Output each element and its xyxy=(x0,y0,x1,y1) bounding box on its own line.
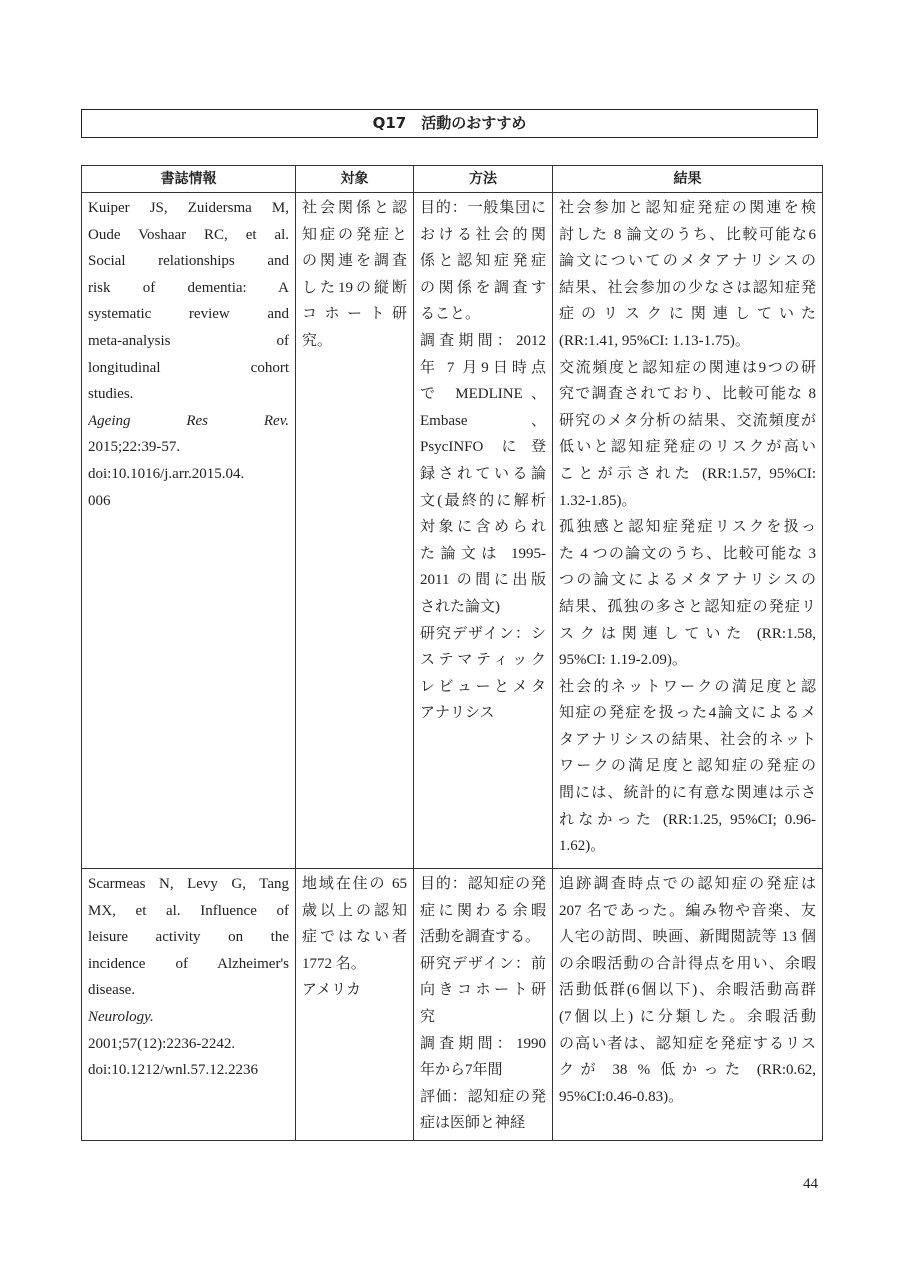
text-line: 1.62)。 xyxy=(559,838,606,855)
journal-name: Neurology. xyxy=(88,1008,154,1025)
evidence-table xyxy=(81,165,823,1141)
paragraph xyxy=(559,195,816,355)
text-line: (7個以上) に分類した。余暇活動 xyxy=(559,1008,816,1025)
text-line: 調査期間：1990 xyxy=(420,1035,546,1052)
text-line: 論文についてのメタアナリシスの xyxy=(559,253,816,270)
cell-methods xyxy=(414,869,553,1141)
text-line: studies. xyxy=(88,386,134,403)
text-line: た論文は 1995- xyxy=(420,545,546,562)
text-line: Scarmeas N, Levy G, Tang xyxy=(88,876,289,892)
text-line: で MEDLINE、 xyxy=(420,386,546,403)
paragraph xyxy=(88,871,289,1004)
text-line: Social relationships and xyxy=(88,253,289,270)
table-header-row xyxy=(82,166,823,193)
section-title: Q17 活動のおすすめ xyxy=(81,109,818,138)
cell-methods xyxy=(414,193,553,869)
text-line: 究 xyxy=(420,1008,436,1025)
text-line: アナリシス xyxy=(420,705,495,722)
text-line: 討した 8 論文のうち、比較可能な6 xyxy=(559,226,816,243)
text-line: クが 38 % 低かった (RR:0.62, xyxy=(559,1062,816,1079)
paragraph xyxy=(559,871,816,1110)
text-line: 症ではない者 xyxy=(302,929,407,946)
text-line: 症に関わる余暇 xyxy=(420,902,546,919)
text-line: 1.32-1.85)。 xyxy=(559,492,637,509)
paragraph xyxy=(559,514,816,674)
cell-citation xyxy=(82,193,296,869)
text-line: 活動を調査する。 xyxy=(420,929,541,946)
text-line: 社会関係と認 xyxy=(302,200,407,216)
paragraph xyxy=(420,951,546,1031)
text-line: incidence of Alzheimer's xyxy=(88,955,289,972)
paragraph xyxy=(420,621,546,727)
text-line: 社会参加と認知症発症の関連を検 xyxy=(559,200,816,216)
text-line: 研究のメタ分析の結果、交流頻度が xyxy=(559,412,816,429)
text-line: 症のリスクに関連していた xyxy=(559,306,816,323)
text-line: 低いと認知症発症のリスクが高い xyxy=(559,439,816,456)
text-line: コホート研 xyxy=(302,306,407,323)
text-line: systematic review and xyxy=(88,306,289,323)
text-line: 006 xyxy=(88,492,111,509)
header-citation: 書誌情報 xyxy=(82,166,296,193)
text-line: ステマティック xyxy=(420,652,546,669)
paragraph xyxy=(88,1004,289,1031)
text-line: れなかった (RR:1.25, 95%CI; 0.96- xyxy=(559,811,816,828)
text-line: Oude Voshaar RC, et al. xyxy=(88,226,289,243)
paragraph xyxy=(88,408,289,461)
text-line: 95%CI:0.46-0.83)。 xyxy=(559,1088,684,1105)
text-line: 知症の発症と xyxy=(302,226,407,243)
text-line: doi:10.1016/j.arr.2015.04. xyxy=(88,465,245,482)
cell-results xyxy=(553,869,823,1141)
paragraph xyxy=(302,871,407,977)
cell-citation xyxy=(82,869,296,1141)
text-line: 調査期間：2012 xyxy=(420,332,546,349)
cell-results xyxy=(553,193,823,869)
text-line: 目的：認知症の発 xyxy=(420,876,546,892)
text-line: 症は医師と神経 xyxy=(420,1115,526,1132)
header-results: 結果 xyxy=(553,166,823,193)
cell-subjects xyxy=(296,869,414,1141)
text-line: 研究デザイン：シ xyxy=(420,625,546,642)
cell-subjects xyxy=(296,193,414,869)
paragraph xyxy=(420,871,546,951)
text-line: Kuiper JS, Zuidersma M, xyxy=(88,200,289,216)
page-number: 44 xyxy=(803,1176,818,1192)
text-line: 係と認知症発症 xyxy=(420,253,546,270)
paragraph xyxy=(88,195,289,408)
text-line: disease. xyxy=(88,982,136,999)
text-line: 交流頻度と認知症の関連は9つの研 xyxy=(559,359,816,376)
text-line: 追跡調査時点での認知症の発症は xyxy=(559,876,816,892)
text-line: の関係を調査す xyxy=(420,279,546,296)
text-line: PsycINFO に登 xyxy=(420,439,546,456)
text-line: の高い者は、認知症を発症するリス xyxy=(559,1035,816,1052)
paragraph xyxy=(88,1031,289,1058)
paragraph xyxy=(420,328,546,621)
paragraph xyxy=(420,1031,546,1084)
text-line: MX, et al. Influence of xyxy=(88,902,289,919)
table-row xyxy=(82,869,823,1141)
text-line: leisure activity on the xyxy=(88,929,289,946)
paragraph xyxy=(302,195,407,355)
text-line: 研究デザイン：前 xyxy=(420,955,546,972)
header-methods: 方法 xyxy=(414,166,553,193)
paragraph xyxy=(420,195,546,328)
paragraph xyxy=(88,461,289,514)
text-line: 評価：認知症の発 xyxy=(420,1088,546,1105)
text-line: つの論文によるメタアナリシスの xyxy=(559,572,816,589)
paragraph xyxy=(559,355,816,515)
text-line: 95%CI: 1.19-2.09)。 xyxy=(559,652,687,669)
text-line: アメリカ xyxy=(302,982,361,999)
text-line: 社会的ネットワークの満足度と認 xyxy=(559,678,816,695)
text-line: 文(最終的に解析 xyxy=(420,492,546,509)
text-line: 207 名であった。編み物や音楽、友 xyxy=(559,902,816,919)
text-line: 2011 の間に出版 xyxy=(420,572,546,589)
text-line: 知症の発症を扱った4論文によるメ xyxy=(559,705,816,722)
journal-name: Ageing Res Rev. xyxy=(88,412,289,429)
text-line: 結果、孤独の多さと認知症の発症リ xyxy=(559,598,816,615)
paragraph xyxy=(302,977,407,1004)
text-line: 2001;57(12):2236-2242. xyxy=(88,1035,236,1052)
paragraph xyxy=(559,674,816,860)
text-line: おける社会的関 xyxy=(420,226,546,243)
text-line: 向きコホート研 xyxy=(420,982,546,999)
text-line: ること。 xyxy=(420,306,481,323)
text-line: した19の縦断 xyxy=(302,279,407,296)
text-line: 間には、統計的に有意な関連は示さ xyxy=(559,785,816,802)
table-row xyxy=(82,193,823,869)
text-line: risk of dementia: A xyxy=(88,279,289,296)
text-line: 地域在住の 65 xyxy=(302,876,407,892)
text-line: 結果、社会参加の少なさは認知症発 xyxy=(559,279,816,296)
text-line: doi:10.1212/wnl.57.12.2236 xyxy=(88,1062,259,1079)
header-subjects: 対象 xyxy=(296,166,414,193)
text-line: レビューとメタ xyxy=(420,678,546,695)
text-line: 1772 名。 xyxy=(302,955,366,972)
text-line: 2015;22:39-57. xyxy=(88,439,181,456)
text-line: の関連を調査 xyxy=(302,253,407,270)
text-line: の余暇活動の合計得点を用い、余暇 xyxy=(559,955,816,972)
text-line: 年から7年間 xyxy=(420,1062,503,1079)
text-line: 究で調査されており、比較可能な 8 xyxy=(559,386,816,403)
text-line: タアナリシスの結果、社会的ネット xyxy=(559,731,816,748)
text-line: meta-analysis of xyxy=(88,332,289,349)
text-line: 目的：一般集団に xyxy=(420,200,546,216)
text-line: された論文) xyxy=(420,598,500,615)
text-line: longitudinal cohort xyxy=(88,359,289,376)
text-line: ワークの満足度と認知症の発症の xyxy=(559,758,816,775)
text-line: た 4 つの論文のうち、比較可能な 3 xyxy=(559,545,816,562)
text-line: (RR:1.41, 95%CI: 1.13-1.75)。 xyxy=(559,332,750,349)
text-line: 究。 xyxy=(302,332,333,349)
text-line: Embase 、 xyxy=(420,412,546,429)
text-line: ことが示された (RR:1.57, 95%CI: xyxy=(559,465,816,482)
text-line: スクは関連していた (RR:1.58, xyxy=(559,625,816,642)
text-line: 孤独感と認知症発症リスクを扱っ xyxy=(559,519,816,536)
text-line: 歳以上の認知 xyxy=(302,902,407,919)
text-line: 年 7 月9日時点 xyxy=(420,359,546,376)
paragraph xyxy=(420,1084,546,1137)
text-line: 録されている論 xyxy=(420,465,546,482)
text-line: 活動低群(6個以下)、余暇活動高群 xyxy=(559,982,816,999)
text-line: 人宅の訪問、映画、新聞閲読等 13 個 xyxy=(559,929,816,946)
paragraph xyxy=(88,1057,289,1084)
text-line: 対象に含められ xyxy=(420,519,546,536)
